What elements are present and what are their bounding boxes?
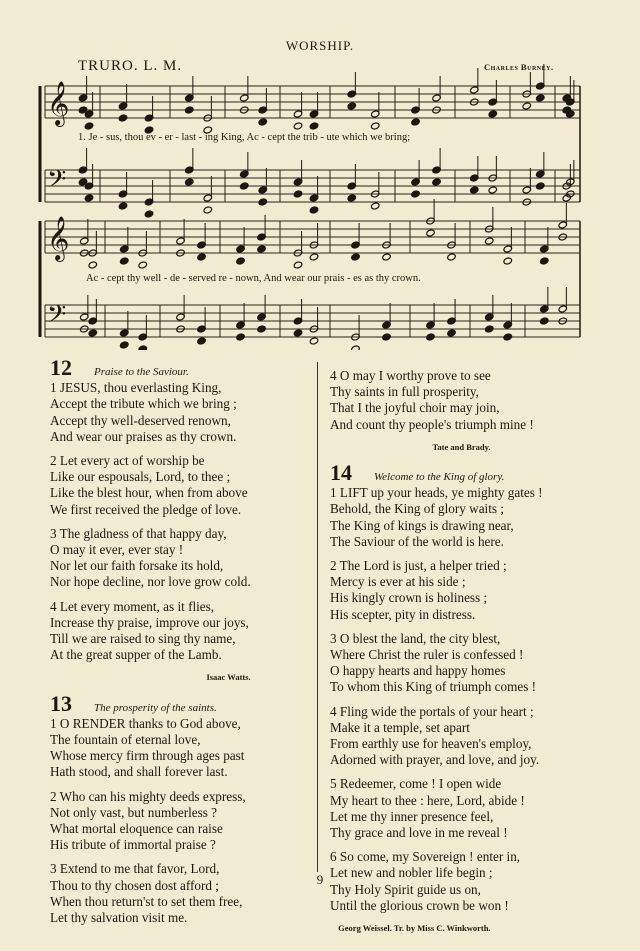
- notehead: [293, 261, 302, 269]
- notehead: [88, 329, 97, 337]
- stanza-line: At the great supper of the Lamb.: [50, 647, 222, 663]
- bass-clef-icon: 𝄢: [47, 165, 67, 200]
- notehead: [120, 257, 129, 265]
- notehead: [536, 94, 545, 102]
- notehead: [293, 329, 302, 337]
- notehead: [309, 122, 318, 130]
- notehead: [84, 194, 93, 202]
- hymn-title: The prosperity of the saints.: [94, 701, 217, 714]
- tune-name: TRURO. L. M.: [78, 58, 183, 74]
- stanza-line: Adorned with prayer, and love, and joy.: [330, 752, 540, 768]
- stanza-line: Until the glorious crown be won !: [330, 897, 509, 913]
- stanza-line: 3 Extend to me that favor, Lord,: [50, 861, 220, 877]
- notehead: [522, 102, 531, 110]
- notehead: [351, 345, 360, 350]
- stanza-line: Let new and nobler life begin ;: [330, 865, 493, 881]
- stanza-line: Not only vast, but numberless ?: [50, 804, 218, 820]
- notehead: [309, 206, 318, 214]
- notehead: [257, 325, 266, 333]
- notehead: [426, 333, 435, 341]
- notehead: [382, 253, 391, 261]
- stanza: [330, 368, 543, 433]
- hymn-title: Welcome to the King of glory.: [374, 471, 505, 484]
- stanza-line: 4 Let every moment, as it flies,: [50, 598, 215, 614]
- stanza-line: Let me thy inner presence feel,: [330, 808, 494, 824]
- notehead: [371, 202, 380, 210]
- stanza-line: Mercy is ever at his side ;: [330, 574, 466, 590]
- stanza-line: Increase thy praise, improve our joys,: [50, 614, 249, 630]
- notehead: [411, 118, 420, 126]
- notehead: [88, 261, 97, 269]
- stanza-line: 5 Redeemer, come ! I open wide: [330, 776, 502, 792]
- notehead: [203, 206, 212, 214]
- stanza-line: The King of kings is drawing near,: [330, 517, 514, 533]
- stanza-line: Thy saints in full prosperity,: [330, 384, 479, 400]
- stanza-line: Nor let our faith forsake its hold,: [50, 558, 224, 574]
- stanza-line: We first received the pledge of love.: [50, 501, 242, 517]
- stanza-line: From earthly use for heaven's employ,: [330, 736, 532, 752]
- stanza-line: 2 The Lord is just, a helper tried ;: [330, 558, 507, 574]
- notehead: [118, 202, 127, 210]
- stanza-line: Nor hope decline, nor love grow cold.: [50, 574, 251, 590]
- notehead: [309, 253, 318, 261]
- lyrics-line-1: 1. Je - sus, thou ev - er - last - ing King, Ac - cept the trib - ute which we bring;: [78, 132, 411, 143]
- stanza: [330, 631, 543, 696]
- stanza-line: When thou return'st to set them free,: [50, 893, 243, 909]
- bass-clef-icon: 𝄢: [47, 300, 67, 335]
- music-score: [0, 0, 640, 350]
- composer-credit: Charles Burney.: [484, 62, 554, 72]
- hymn-12: [50, 355, 251, 686]
- stanza-line: Accept thy well-deserved renown,: [50, 412, 231, 428]
- notehead: [447, 329, 456, 337]
- lyrics-line-2: Ac - cept thy well - de - served re - nown, And wear our prais - es as thy crown.: [86, 273, 421, 284]
- notehead: [470, 186, 479, 194]
- hymn-author: Isaac Watts.: [206, 672, 251, 683]
- notehead: [485, 237, 494, 245]
- stanza-line: 1 O RENDER thanks to God above,: [50, 715, 241, 731]
- notehead: [236, 257, 245, 265]
- stanza: [50, 526, 251, 591]
- stanza: [50, 789, 251, 854]
- hymn-author: Tate and Brady.: [432, 441, 491, 452]
- stanza-line: Till we are raised to sing thy name,: [50, 631, 236, 647]
- notehead: [382, 333, 391, 341]
- stanza-line: Let thy salvation visit me.: [50, 910, 188, 926]
- stanza: [330, 704, 543, 769]
- notehead: [347, 194, 356, 202]
- stanza-line: That I the joyful choir may join,: [330, 400, 500, 416]
- notehead: [503, 257, 512, 265]
- notehead: [84, 122, 93, 130]
- stanza-line: His scepter, pity in distress.: [330, 606, 476, 622]
- stanza-line: Thy Holy Spirit guide us on,: [330, 881, 481, 897]
- notehead: [503, 333, 512, 341]
- notehead: [426, 229, 435, 237]
- notehead: [488, 110, 497, 118]
- stanza-line: Accept the tribute which we bring ;: [50, 396, 237, 412]
- notehead: [120, 341, 129, 349]
- treble-clef-icon: 𝄞: [47, 216, 70, 260]
- notehead: [258, 118, 267, 126]
- notehead: [488, 186, 497, 194]
- stanza: [50, 599, 251, 664]
- hymn-title: Praise to the Saviour.: [94, 366, 189, 378]
- notehead: [197, 253, 206, 261]
- stanza-line: O happy hearts and happy homes: [330, 663, 506, 679]
- right-column: [330, 368, 543, 946]
- notehead: [347, 102, 356, 110]
- column-divider: [317, 362, 318, 872]
- stanza-line: 1 JESUS, thou everlasting King,: [50, 380, 222, 396]
- stanza: [50, 380, 251, 445]
- notehead: [309, 337, 318, 345]
- stanza-line: To whom this King of triumph comes !: [330, 679, 537, 695]
- notehead: [447, 253, 456, 261]
- page-number: 9: [316, 872, 324, 887]
- stanza-line: Thy grace and love in me reveal !: [330, 825, 508, 841]
- notehead: [236, 333, 245, 341]
- stanza-line: Where Christ the ruler is confessed !: [330, 647, 524, 663]
- stanza-line: His tribute of immortal praise ?: [50, 837, 216, 853]
- stanza-line: And wear our praises as thy crown.: [50, 428, 237, 444]
- stanza-line: 2 Who can his mighty deeds express,: [50, 788, 246, 804]
- notehead: [118, 114, 127, 122]
- stanza-line: 2 Let every act of worship be: [50, 453, 205, 469]
- stanza: [50, 453, 251, 518]
- stanza-line: O may it ever, ever stay !: [50, 542, 184, 558]
- stanza-line: My heart to thee : here, Lord, abide !: [330, 792, 525, 808]
- stanza-line: 6 So come, my Sovereign ! enter in,: [330, 849, 521, 865]
- section-title: WORSHIP.: [285, 38, 355, 53]
- stanza: [50, 716, 251, 781]
- notehead: [351, 253, 360, 261]
- hymn-number: 14: [330, 460, 352, 486]
- notehead: [540, 257, 549, 265]
- stanza-line: 1 LIFT up your heads, ye mighty gates !: [330, 485, 543, 501]
- stanza-line: Like the blest hour, when from above: [50, 485, 248, 501]
- notehead: [536, 182, 545, 190]
- notehead: [485, 325, 494, 333]
- notehead: [257, 245, 266, 253]
- treble-clef-icon: 𝄞: [47, 81, 70, 125]
- notehead: [197, 337, 206, 345]
- hymn-13: [50, 690, 251, 927]
- stanza-line: Whose mercy firm through ages past: [50, 748, 245, 764]
- stanza-line: Thou to thy chosen dost afford ;: [50, 877, 219, 893]
- notehead: [540, 317, 549, 325]
- stanza-line: 3 The gladness of that happy day,: [50, 525, 227, 541]
- stanza-line: Make it a temple, set apart: [330, 719, 470, 735]
- notehead: [411, 190, 420, 198]
- stanza-line: And count thy people's triumph mine !: [330, 416, 534, 432]
- hymn-13-continued: [330, 368, 543, 455]
- notehead: [258, 198, 267, 206]
- stanza-line: 3 O blest the land, the city blest,: [330, 630, 501, 646]
- notehead: [293, 190, 302, 198]
- stanza-line: His kingly crown is holiness ;: [330, 590, 488, 606]
- notehead: [138, 261, 147, 269]
- stanza-line: What mortal eloquence can raise: [50, 821, 223, 837]
- notehead: [371, 122, 380, 130]
- stanza-line: Like our espousals, Lord, to thee ;: [50, 469, 231, 485]
- stanza: [330, 558, 543, 623]
- hymn-author: Georg Weissel. Tr. by Miss C. Winkworth.: [338, 923, 491, 934]
- notehead: [144, 210, 153, 218]
- stanza-line: 4 O may I worthy prove to see: [330, 368, 491, 383]
- stanza-line: Hath stood, and shall forever last.: [50, 764, 228, 780]
- notehead: [185, 178, 194, 186]
- notehead: [240, 182, 249, 190]
- notehead: [293, 122, 302, 130]
- stanza: [330, 485, 543, 550]
- notehead: [185, 106, 194, 114]
- stanza-line: The Saviour of the world is here.: [330, 533, 504, 549]
- stanza: [330, 776, 543, 841]
- hymn-14: [330, 460, 543, 936]
- notehead: [138, 345, 147, 350]
- stanza-line: Behold, the King of glory waits ;: [330, 501, 504, 517]
- hymn-number: 12: [50, 355, 72, 380]
- stanza-line: The fountain of eternal love,: [50, 732, 201, 748]
- stanza-line: 4 Fling wide the portals of your heart ;: [330, 703, 534, 719]
- left-column: [50, 355, 251, 934]
- notehead: [432, 178, 441, 186]
- hymn-number: 13: [50, 690, 72, 716]
